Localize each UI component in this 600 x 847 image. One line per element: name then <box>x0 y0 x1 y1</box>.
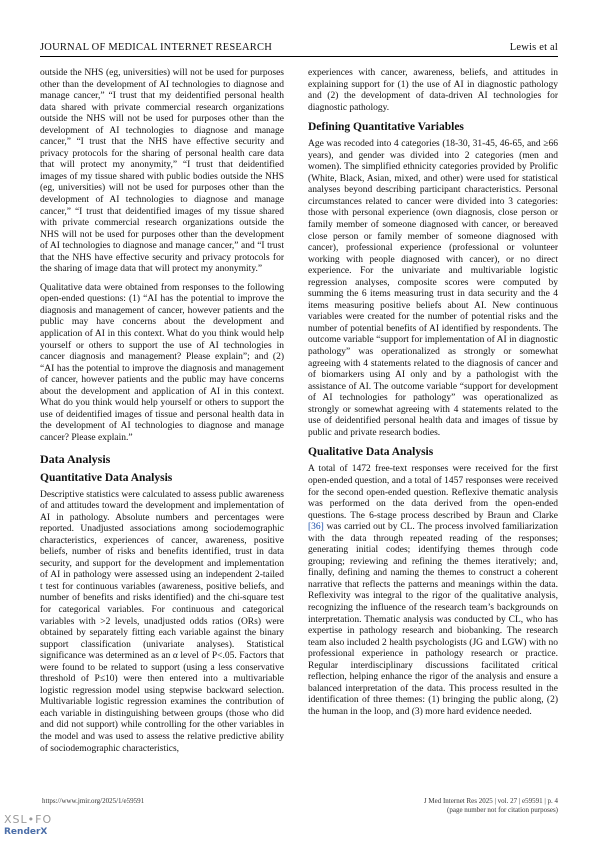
citation-link[interactable]: [36] <box>308 522 324 533</box>
right-column <box>308 68 558 725</box>
journal-title: JOURNAL OF MEDICAL INTERNET RESEARCH <box>40 42 272 53</box>
logo-line-2: RenderX <box>4 827 48 837</box>
running-header <box>40 42 558 57</box>
logo-line-1: XSL•FO <box>4 813 53 826</box>
section-heading: Data Analysis <box>40 451 111 466</box>
paragraph: experiences with cancer, awareness, beliefs, and attitudes in explaining support for (1) the use of AI in diagnostic pathology and (2) the development of data-driven AI technologies for diagnostic pathology. <box>308 68 558 113</box>
subsection-heading: Defining Quantitative Variables <box>308 121 464 134</box>
page-footer <box>42 797 558 815</box>
footer-citation-block <box>424 797 558 815</box>
paragraph-text: A total of 1472 free-text responses were received for the first open-ended question, and a total of 1457 responses were received for the second open-ended question. Reflexive thematic analysis was performed on the data derived from the open-ended questions. The 6-stage process described by Braun and Clarke <box>308 464 558 521</box>
paragraph: Descriptive statistics were calculated to assess public awareness of and attitudes toward the development and implementation of AI in pathology. Absolute numbers and percentages were reported. Unadjusted associations among sociodemographic characteristics, experiences of cancer, awareness, positive beliefs, number of risks and benefits identified, trust in data security, and support for the development and implementation of AI in pathology were assessed using an independent 2-tailed t test for continuous variables (awareness, positive beliefs, and number of benefits and risks identified) and the chi-square test for categorical variables. For continuous and categorical variables with >2 levels, unadjusted odds ratios (ORs) were obtained by separately fitting each variable against the binary support classification (univariate analyses). Statistical significance was determined as an α level of P<.05. Factors that were found to be related to support (using a less conservative threshold of P≤10) were then entered into a multivariable logistic regression model using stepwise backward selection. Multivariable logistic regression examines the contribution of each variable in distinguishing between groups (those who did and did not support) while controlling for the other variables in the model and was used to assess the relative predictive ability of sociodemographic characteristics, <box>40 489 284 754</box>
paragraph: Age was recoded into 4 categories (18-30, 31-45, 46-65, and ≥66 years), and gender was divided into 2 categories (men and women). The simplified ethnicity categories provided by Prolific (White, Black, Asian, mixed, and other) were used for statistical analyses beyond describing participant characteristics. Personal circumstances related to cancer were divided into 3 categories: those with personal experience (own diagnosis, close person or family member of someone diagnosed with cancer, or bereaved close person or family member of someone diagnosed with cancer), professional experience (professional or volunteer working with people diagnosed with cancer), or no direct experience. For the univariate and multivariable logistic regression analyses, composite scores were computed by summing the 6 items measuring trust in data security and the 4 items measuring positive beliefs about AI. New continuous variables were created for the number of potential risks and the number of potential benefits of AI identified by respondents. The outcome variable “support for implementation of AI in diagnostic pathology” was operationalized as strongly or somewhat agreeing with 4 statements related to the diagnosis of cancer and of biomarkers using AI only and by a pathologist with the assistance of AI. The outcome variable “support for development of AI technologies for pathology” was operationalized as strongly or somewhat agreeing with 4 statements related to the use of deidentified personal health data and images of tissue by public and private research bodies. <box>308 139 558 438</box>
renderx-logo <box>4 814 52 838</box>
paragraph: outside the NHS (eg, universities) will not be used for purposes other than the development of AI technologies to diagnose and manage cancer,” “I trust that my deidentified personal health data shared with private commercial research organizations outside the NHS will not be used for purposes other than the development of AI technologies to diagnose and manage cancer,” “I trust that the NHS have effective security and privacy protocols for the sharing of personal health care data that will protect my anonymity,” “I trust that deidentified images of my tissue shared with public bodies outside the NHS (eg, universities) will not be used for purposes other than the development of AI technologies to diagnose and manage cancer,” “I trust that deidentified images of my tissue shared with private commercial research organizations outside the NHS will not be used for purposes other than the development of AI technologies to diagnose and manage cancer,” and “I trust that the NHS have effective security and privacy protocols for the sharing of image data that will protect my anonymity.” <box>40 68 284 275</box>
footer-note: (page number not for citation purposes) <box>447 806 558 814</box>
article-url[interactable]: https://www.jmir.org/2025/1/e59591 <box>42 797 145 805</box>
subsection-heading: Qualitative Data Analysis <box>308 446 434 459</box>
subsection-heading: Quantitative Data Analysis <box>40 471 173 484</box>
paragraph <box>308 464 558 718</box>
paragraph: Qualitative data were obtained from responses to the following open-ended questions: (1) “AI has the potential to improve the diagnosis and management of cancer, however patients and the public may have concerns about the development and application of AI in this context. What do you think would help yourself or others to support the use of AI technologies in cancer diagnosis and management? Please explain”; and (2) “AI has the potential to improve the diagnosis and management of cancer, however patients and the public may have concerns about the development and application of AI in this context. What do you think would help yourself or others to support the use of deidentified images of tissue and personal health data in the development of AI technologies to diagnose and manage cancer? Please explain.” <box>40 282 284 443</box>
footer-citation: J Med Internet Res 2025 | vol. 27 | e59591 | p. 4 <box>423 797 558 805</box>
author-names: Lewis et al <box>509 42 558 53</box>
paragraph-text: was carried out by CL. The process involved familiarization with the data through repeated reading of the responses; generating initial codes; identifying themes through code grouping; reviewing and refining the themes iteratively; and, finally, defining and naming the themes to construct a coherent narrative that reflects the patterns and meanings within the data. Reflexivity was integral to the rigor of the qualitative analysis, recognizing the influence of the research team’s backgrounds on interpretation. Thematic analysis was conducted by CL, who has expertise in pathology research and biobanking. The research team also included 2 health psychologists (JG and LGW) with no professional experience in pathology research or practice. Regular interdisciplinary discussions facilitated critical reflection, helping enhance the rigor of the analysis and ensure a balanced interpretation of the data. This process resulted in the identification of three themes: (1) bringing the public along, (2) the human in the loop, and (3) more hard evidence needed. <box>308 522 558 717</box>
left-column <box>40 68 284 762</box>
